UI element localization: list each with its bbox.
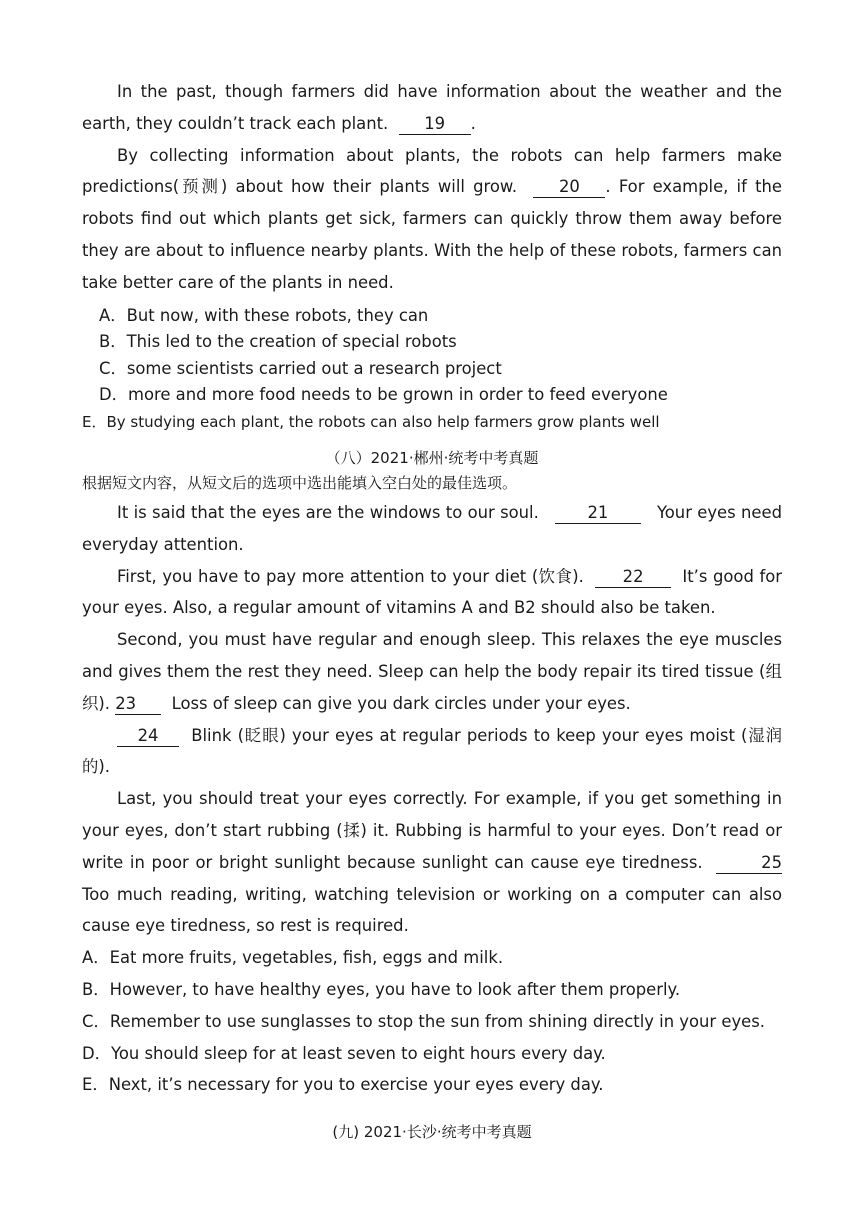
section8-paragraph-1 <box>82 497 782 561</box>
option-e: E．By studying each plant, the robots can also help farmers grow plants well <box>82 412 660 431</box>
blank-24[interactable]: 24 <box>117 726 179 747</box>
section9-heading: (九) 2021·长沙·统考中考真题 <box>332 1123 532 1142</box>
option-a: A．Eat more fruits, vegetables, fish, eggs and milk. <box>82 948 504 968</box>
option-c: C．some scientists carried out a research project <box>99 358 502 378</box>
option-b: B．This led to the creation of special robots <box>99 332 457 352</box>
paragraph-text: . For example, if the robots find out which plants get sick, farmers can quickly throw them away before they are about to influence nearby plants. With the help of these robots, farmers can take better care of the plants in need. <box>82 177 782 292</box>
paragraph-text: It’s good for your eyes. Also, a regular amount of vitamins A and B2 should also be taken. <box>82 566 783 618</box>
section8-paragraph-4 <box>82 720 782 784</box>
passage1-paragraph-1 <box>82 76 782 140</box>
section8-paragraph-2 <box>82 561 782 625</box>
option-c: C．Remember to use sunglasses to stop the sun from shining directly in your eyes. <box>82 1011 765 1031</box>
section8-paragraph-5 <box>82 783 782 942</box>
passage1-paragraph-2 <box>82 140 782 299</box>
blank-21[interactable]: 21 <box>555 503 641 524</box>
paragraph-text: Your eyes need everyday attention. <box>82 502 782 554</box>
section8-instruction: 根据短文内容，从短文后的选项中选出能填入空白处的最佳选项。 <box>82 473 518 492</box>
paragraph-text: In the past, though farmers did have information about the weather and the earth, they couldn’t track each plant. <box>82 82 782 133</box>
section8-heading: （八）2021·郴州·统考中考真题 <box>325 448 539 467</box>
paragraph-text: It is said that the eyes are the windows to our soul. <box>117 502 539 522</box>
blank-20[interactable]: 20 <box>533 177 605 198</box>
section8-options <box>82 942 782 1101</box>
paragraph-text: By collecting information about plants, the robots can help farmers make predictions(预测) about how their plants will grow. <box>82 145 782 197</box>
paragraph-text: Last, you should treat your eyes correctly. For example, if you get something in your eyes, don’t start rubbing (揉) it. Rubbing is harmful to your eyes. Don’t read or write in poor or bright sunlight because sunlight can cause eye tiredness. <box>82 789 782 872</box>
blank-19[interactable]: 19 <box>399 114 471 135</box>
blank-23[interactable]: 23 <box>115 694 161 715</box>
passage1-options <box>82 303 782 435</box>
option-e: E．Next, it’s necessary for you to exercise your eyes every day. <box>82 1075 604 1095</box>
option-d: D．You should sleep for at least seven to eight hours every day. <box>82 1043 606 1063</box>
paragraph-text: Blink (眨眼) your eyes at regular periods to keep your eyes moist (湿润的). <box>82 725 783 777</box>
blank-22[interactable]: 22 <box>595 567 671 588</box>
blank-25[interactable]: 25 <box>716 853 782 874</box>
paragraph-end: . <box>470 113 476 133</box>
paragraph-text: First, you have to pay more attention to your diet (饮食). <box>117 566 584 586</box>
option-a: A．But now, with these robots, they can <box>99 305 429 325</box>
option-b: B．However, to have healthy eyes, you have to look after them properly. <box>82 979 681 999</box>
section8-paragraph-3 <box>82 624 782 719</box>
paragraph-text: Second, you must have regular and enough sleep. This relaxes the eye muscles and gives them the rest they need. Sleep can help the body repair its tired tissue (组织). <box>82 630 782 713</box>
paragraph-text: Too much reading, writing, watching television or working on a computer can also cause eye tiredness, so rest is required. <box>82 884 782 936</box>
paragraph-text: Loss of sleep can give you dark circles under your eyes. <box>171 693 631 713</box>
option-d: D．more and more food needs to be grown in order to feed everyone <box>99 385 668 405</box>
